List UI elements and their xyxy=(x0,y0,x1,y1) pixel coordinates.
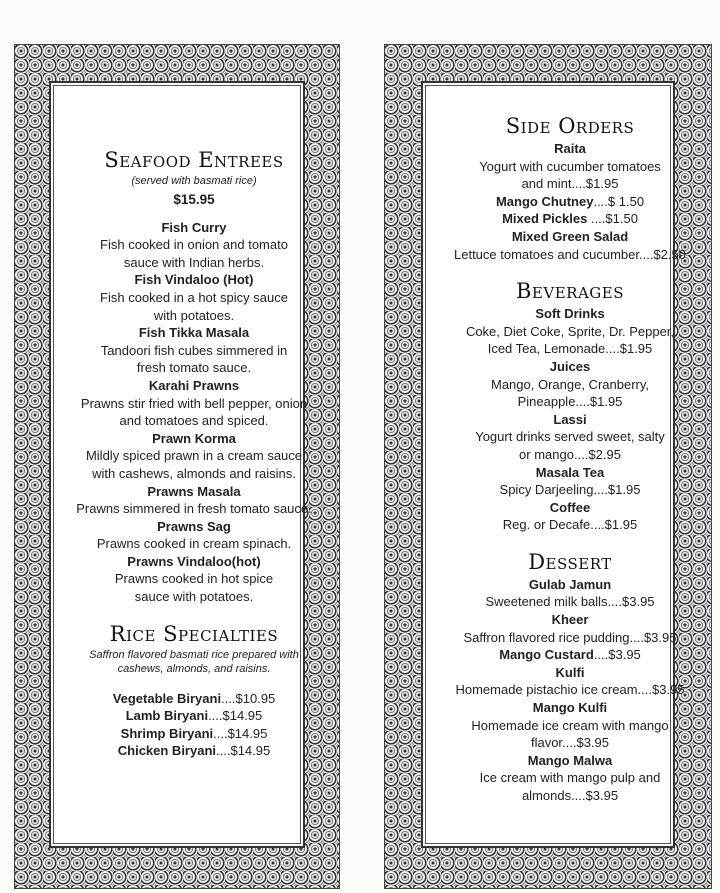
beverages-lines xyxy=(420,305,720,534)
right-column xyxy=(420,112,720,805)
left-column xyxy=(44,146,344,760)
biryani-price: ....$14.95 xyxy=(213,725,268,741)
menu-item-description: sauce with potatoes. xyxy=(134,589,254,605)
menu-item-description: fresh tomato sauce. xyxy=(136,360,252,376)
menu-item-text: Saffron flavored rice pudding....$3.95 xyxy=(463,629,677,645)
menu-line xyxy=(420,393,720,411)
dessert-lines xyxy=(420,576,720,805)
menu-line xyxy=(420,158,720,176)
menu-line xyxy=(420,769,720,787)
menu-item-name: Prawn Korma xyxy=(152,430,236,446)
menu-item-description: with cashews, almonds and raisins. xyxy=(92,465,296,481)
menu-item-text: almonds....$3.95 xyxy=(521,788,619,803)
menu-line xyxy=(420,681,720,699)
menu-item-text: Reg. or Decafe....$1.95 xyxy=(502,517,638,533)
menu-line xyxy=(420,576,720,594)
biryani-name: Shrimp Biryani xyxy=(120,725,214,741)
menu-item-name: Gulab Jamun xyxy=(528,576,612,592)
menu-item-description: Fish cooked in a hot spicy sauce xyxy=(100,289,288,305)
menu-item-name: Mixed Green Salad xyxy=(511,228,629,244)
sides-lines xyxy=(420,140,720,263)
menu-line xyxy=(420,246,720,264)
menu-item-text: Yogurt drinks served sweet, salty xyxy=(475,429,665,445)
menu-item-name: Mango Kulfi xyxy=(532,700,608,716)
menu-line xyxy=(420,611,720,629)
menu-item-description: Prawns stir fried with bell pepper, onion xyxy=(80,395,308,411)
menu-line xyxy=(420,446,720,464)
menu-line xyxy=(420,376,720,394)
menu-line xyxy=(420,193,720,211)
biryani-row xyxy=(44,725,344,743)
menu-item-text: Mango, Orange, Cranberry, xyxy=(491,376,649,392)
menu-item-text: Sweetened milk balls....$3.95 xyxy=(485,594,655,610)
menu-line xyxy=(420,411,720,429)
menu-item-text: ....$1.50 xyxy=(587,211,638,227)
menu-item-text: Pineapple....$1.95 xyxy=(517,394,623,410)
menu-item-text: Coke, Diet Coke, Sprite, Dr. Pepper, xyxy=(465,323,675,339)
menu-item-text: and mint....$1.95 xyxy=(521,176,619,192)
menu-line xyxy=(420,629,720,647)
menu-line xyxy=(420,593,720,611)
menu-item-description: Prawns cooked in hot spice xyxy=(114,571,274,587)
menu-item-name: Mango Custard xyxy=(499,647,594,663)
menu-item-name: Prawns Sag xyxy=(157,518,231,534)
menu-line xyxy=(420,140,720,158)
menu-line xyxy=(420,499,720,517)
dessert-title: Dessert xyxy=(528,549,612,574)
menu-line xyxy=(420,664,720,682)
menu-item-description: Mildly spiced prawn in a cream sauce xyxy=(85,448,303,464)
menu-item-name: Kheer xyxy=(551,612,589,628)
menu-item-name: Karahi Prawns xyxy=(148,377,240,393)
menu-line xyxy=(420,787,720,805)
menu-item-name: Lassi xyxy=(553,411,587,427)
menu-item-description: Prawns cooked in cream spinach. xyxy=(96,536,292,552)
menu-line xyxy=(420,428,720,446)
menu-item-text: Homemade ice cream with mango xyxy=(471,717,669,733)
menu-line xyxy=(420,210,720,228)
menu-item-text: Ice cream with mango pulp and xyxy=(479,770,661,786)
menu-item-text: or mango....$2.95 xyxy=(519,446,621,462)
menu-item-description: and tomatoes and spiced. xyxy=(119,413,269,429)
biryani-name: Lamb Biryani xyxy=(125,708,209,724)
menu-item-name: Fish Vindaloo (Hot) xyxy=(134,272,254,288)
rice-note-2: cashews, almonds, and raisins. xyxy=(117,662,271,675)
menu-item-name: Kulfi xyxy=(555,664,585,680)
biryani-price: ....$10.95 xyxy=(221,690,276,706)
rice-items xyxy=(44,690,344,760)
biryani-row xyxy=(44,707,344,725)
menu-line xyxy=(420,516,720,534)
menu-line xyxy=(420,717,720,735)
menu-line xyxy=(420,175,720,193)
biryani-price: ....$14.95 xyxy=(216,743,271,759)
menu-item-description: Fish cooked in onion and tomato xyxy=(100,237,288,253)
menu-item-text: Yogurt with cucumber tomatoes xyxy=(479,158,661,174)
menu-line xyxy=(420,752,720,770)
menu-item-name: Mango Malwa xyxy=(527,752,613,768)
menu-line xyxy=(420,358,720,376)
menu-line xyxy=(420,340,720,358)
menu-item-name: Mixed Pickles xyxy=(502,211,588,227)
seafood-items xyxy=(44,219,344,606)
menu-item-name: Fish Curry xyxy=(161,219,227,235)
seafood-title: Seafood Entrees xyxy=(104,148,284,172)
seafood-price: $15.95 xyxy=(173,192,215,207)
menu-line xyxy=(420,305,720,323)
menu-item-name: Prawns Masala xyxy=(147,483,241,499)
beverages-title: Beverages xyxy=(516,279,624,304)
menu-item-name: Prawns Vindaloo(hot) xyxy=(127,553,261,569)
menu-item-text: Spicy Darjeeling....$1.95 xyxy=(499,482,641,498)
menu-item-text: Lettuce tomatoes and cucumber....$2.50 xyxy=(454,246,686,262)
menu-line xyxy=(420,734,720,752)
menu-item-description: with potatoes. xyxy=(153,307,235,323)
menu-item-name: Fish Tikka Masala xyxy=(138,325,250,341)
biryani-name: Chicken Biryani xyxy=(117,743,217,759)
menu-line xyxy=(420,646,720,664)
biryani-name: Vegetable Biryani xyxy=(112,690,222,706)
menu-item-name: Masala Tea xyxy=(535,464,605,480)
menu-line xyxy=(420,464,720,482)
biryani-row xyxy=(44,690,344,708)
rice-note-1: Saffron flavored basmati rice prepared with xyxy=(89,648,299,661)
menu-item-name: Coffee xyxy=(549,499,591,515)
menu-line xyxy=(420,228,720,246)
menu-item-text: ....$3.95 xyxy=(593,647,641,663)
menu-item-text: Homemade pistachio ice cream....$3.95 xyxy=(455,682,685,698)
menu-item-description: Prawns simmered in fresh tomato sauce. xyxy=(76,501,312,517)
menu-item-text: Iced Tea, Lemonade....$1.95 xyxy=(487,341,653,357)
menu-item-text: flavor....$3.95 xyxy=(530,735,610,751)
menu-item-description: Tandoori fish cubes simmered in xyxy=(100,342,288,358)
sides-title: Side Orders xyxy=(505,114,635,138)
biryani-row xyxy=(44,742,344,760)
seafood-note: (served with basmati rice) xyxy=(131,175,257,187)
menu-item-name: Raita xyxy=(554,141,586,156)
menu-item-text: ....$ 1.50 xyxy=(593,193,645,209)
menu-line xyxy=(420,323,720,341)
menu-item-description: sauce with Indian herbs. xyxy=(123,254,265,270)
biryani-price: ....$14.95 xyxy=(208,708,263,724)
menu-line xyxy=(420,699,720,717)
menu-item-name: Mango Chutney xyxy=(495,193,594,209)
menu-item-name: Juices xyxy=(549,358,591,374)
menu-line xyxy=(420,481,720,499)
rice-title: Rice Specialties xyxy=(109,621,279,646)
menu-item-name: Soft Drinks xyxy=(535,306,605,322)
